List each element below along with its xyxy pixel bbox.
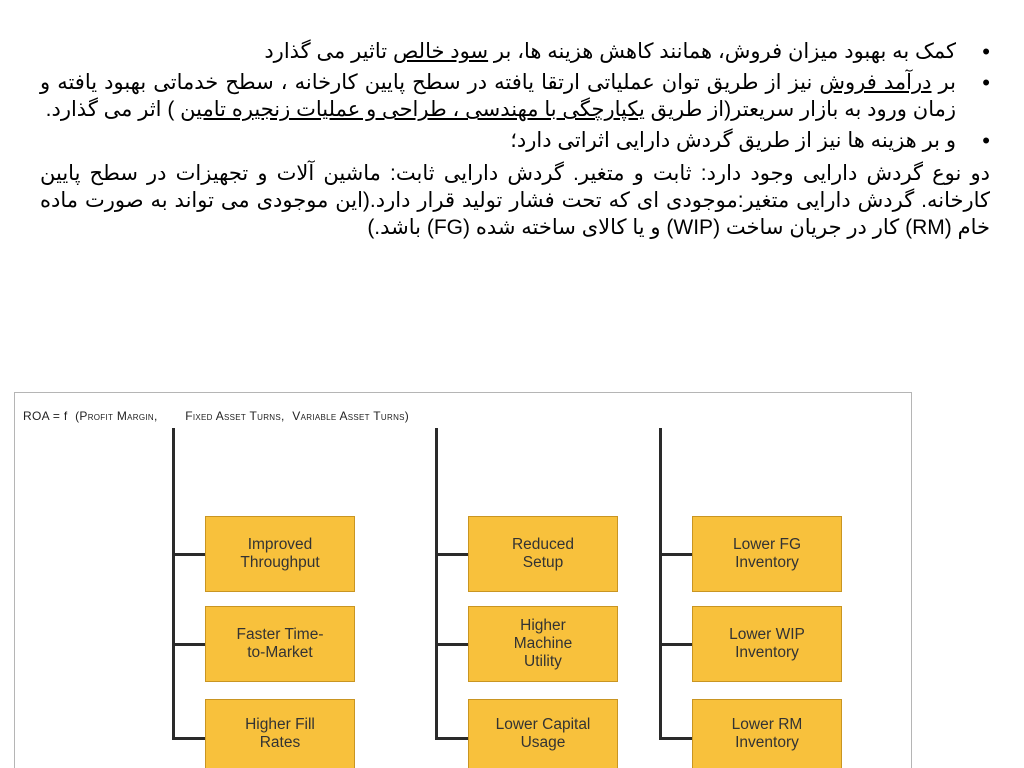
bullet-text: کمک به بهبود میزان فروش، همانند کاهش هزینه ها، بر xyxy=(488,40,956,63)
underlined-term: یکپارچگی با مهندسی ، طراحی و عملیات زنجیره تامین xyxy=(180,98,645,121)
underlined-term: درآمد فروش xyxy=(819,71,932,94)
formula-variable-asset-turns: Variable Asset Turns) xyxy=(292,409,410,423)
tree-trunk xyxy=(659,428,662,740)
tree-branch xyxy=(659,737,693,740)
bullet-text: تاثیر می گذارد xyxy=(264,40,393,63)
bullet-text: و بر هزینه ها نیز از طریق گردش دارایی اثراتی دارد؛ xyxy=(510,129,956,152)
tree-branch xyxy=(435,737,469,740)
tree-branch xyxy=(659,643,693,646)
underlined-term: سود خالص xyxy=(392,40,489,63)
faster-time-to-market-box: Faster Time- to-Market xyxy=(205,606,355,682)
tree-branch xyxy=(435,553,469,556)
formula-lhs: ROA = f xyxy=(23,409,68,423)
bullet-dot-icon: • xyxy=(982,70,990,95)
tree-branch xyxy=(659,553,693,556)
formula-fixed-asset-turns: Fixed Asset Turns, xyxy=(185,409,285,423)
bullet-text: بر xyxy=(931,71,956,94)
improved-throughput-box: Improved Throughput xyxy=(205,516,355,592)
lower-capital-usage-box: Lower Capital Usage xyxy=(468,699,618,768)
tree-branch xyxy=(172,643,206,646)
bullet-text: نیز از طریق توان عملیاتی ارتقا یافته در سطح پایین کارخانه ، سطح خدماتی بهبود یافته و زمان ورود به بازار سریعتر(از طریق xyxy=(40,71,956,121)
asset-turns-paragraph: دو نوع گردش دارایی وجود دارد: ثابت و متغیر. گردش دارایی ثابت: ماشین آلات و تجهیزات در سطح پایین کارخانه. گردش دارایی متغیر:موجودی ای که تحت فشار تولید قرار دارد.(این موجودی می تواند به صورت ماده خام (RM) کار در جریان ساخت (WIP) و یا کالای ساخته شده (FG) باشد.) xyxy=(40,162,990,239)
reduced-setup-box: Reduced Setup xyxy=(468,516,618,592)
roa-diagram xyxy=(14,392,912,768)
bullet-dot-icon: • xyxy=(982,128,990,153)
tree-branch xyxy=(172,737,206,740)
lower-wip-inventory-box: Lower WIP Inventory xyxy=(692,606,842,682)
tree-trunk xyxy=(435,428,438,740)
lower-rm-inventory-box: Lower RM Inventory xyxy=(692,699,842,768)
bullet-item xyxy=(40,38,990,65)
tree-branch xyxy=(435,643,469,646)
bullet-item xyxy=(40,127,990,154)
tree-trunk xyxy=(172,428,175,740)
roa-formula xyxy=(23,409,413,423)
higher-machine-utility-box: Higher Machine Utility xyxy=(468,606,618,682)
text-content xyxy=(40,38,990,241)
tree-branch xyxy=(172,553,206,556)
bullet-item xyxy=(40,69,990,123)
higher-fill-rates-box: Higher Fill Rates xyxy=(205,699,355,768)
formula-profit-margin: (Profit Margin, xyxy=(75,409,158,423)
bullet-text: ) اثر می گذارد. xyxy=(45,98,181,121)
bullet-dot-icon: • xyxy=(982,39,990,64)
lower-fg-inventory-box: Lower FG Inventory xyxy=(692,516,842,592)
